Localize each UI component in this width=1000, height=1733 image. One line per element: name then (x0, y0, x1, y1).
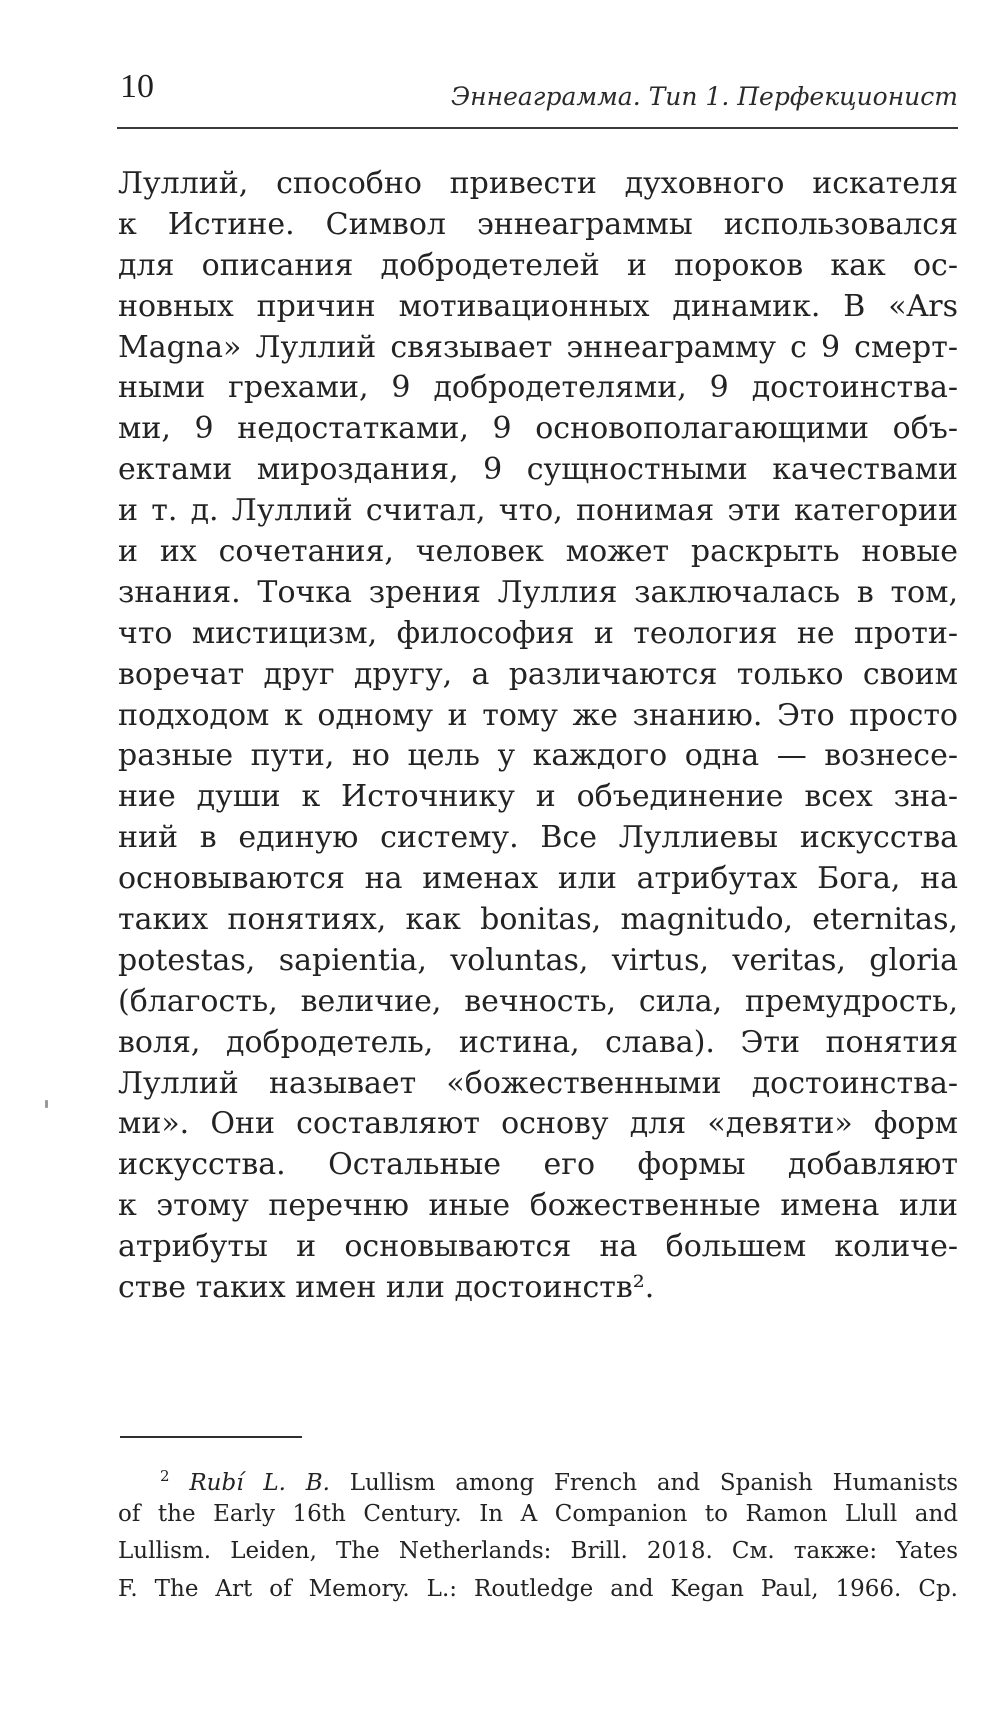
body-line: и их сочетания, человек может раскрыть новые (118, 534, 958, 570)
body-line: воречат друг другу, а различаются только своим (118, 656, 958, 692)
body-line: ние души к Источнику и объединение всех зна- (118, 779, 958, 815)
footnote (118, 1458, 958, 1608)
footnote-rule (120, 1436, 302, 1438)
body-line: что мистицизм, философия и теология не проти- (118, 615, 958, 651)
body-line: к Истине. Символ эннеаграммы использовался (118, 206, 958, 242)
body-text (118, 164, 958, 1309)
running-title: Эннеаграмма. Тип 1. Перфекционист (451, 82, 958, 111)
margin-speck (45, 1100, 48, 1108)
body-line: для описания добродетелей и пороков как ос- (118, 247, 958, 283)
body-line: potestas, sapientia, voluntas, virtus, veritas, gloria (118, 942, 958, 978)
body-line: искусства. Остальные его формы добавляют (118, 1147, 958, 1183)
body-line: и т. д. Луллий считал, что, понимая эти категории (118, 493, 958, 529)
footnote-line: F. The Art of Memory. L.: Routledge and Kegan Paul, 1966. Ср. (118, 1575, 958, 1602)
body-line: знания. Точка зрения Луллия заключалась в том, (118, 574, 958, 610)
page-number: 10 (120, 68, 154, 105)
body-line: таких понятиях, как bonitas, magnitudo, eternitas, (118, 902, 958, 938)
footnote-author: Rubí L. B. (189, 1470, 330, 1496)
body-line: воля, добродетель, истина, слава). Эти понятия (118, 1024, 958, 1060)
body-line: ми, 9 недостатками, 9 основополагающими объ- (118, 411, 958, 447)
body-line: ными грехами, 9 добродетелями, 9 достоинства- (118, 370, 958, 406)
body-line: (благость, величие, вечность, сила, премудрость, (118, 983, 958, 1019)
footnote-text: Lullism among French and Spanish Humanists (349, 1470, 959, 1496)
body-line: Луллий, способно привести духовного искателя (118, 166, 958, 201)
footnote-line: Lullism. Leiden, The Netherlands: Brill. 2018. См. также: Yates (118, 1538, 958, 1565)
body-line: подходом к одному и тому же знанию. Это просто (118, 697, 958, 733)
body-line: к этому перечню иные божественные имена или (118, 1188, 958, 1224)
footnote-marker: 2 (160, 1467, 170, 1485)
footnote-line (118, 1458, 958, 1496)
body-line: новных причин мотивационных динамик. В «Ars (118, 288, 958, 324)
body-line: разные пути, но цель у каждого одна — вознесе- (118, 738, 958, 774)
body-line: ектами мироздания, 9 сущностными качествами (118, 452, 958, 488)
body-line: ми». Они составляют основу для «девяти» форм (118, 1106, 958, 1142)
body-line: ний в единую систему. Все Луллиевы искусства (118, 820, 958, 856)
body-line: Magna» Луллий связывает эннеаграмму с 9 смерт- (118, 329, 958, 365)
body-line: Луллий называет «божественными достоинства- (118, 1065, 958, 1101)
header-rule (117, 127, 958, 129)
footnote-line: of the Early 16th Century. In A Companion to Ramon Llull and (118, 1500, 958, 1527)
body-line: атрибуты и основываются на большем количе- (118, 1229, 958, 1265)
body-line: основываются на именах или атрибутах Бога, на (118, 861, 958, 897)
body-line: стве таких имен или достоинств². (118, 1270, 655, 1306)
